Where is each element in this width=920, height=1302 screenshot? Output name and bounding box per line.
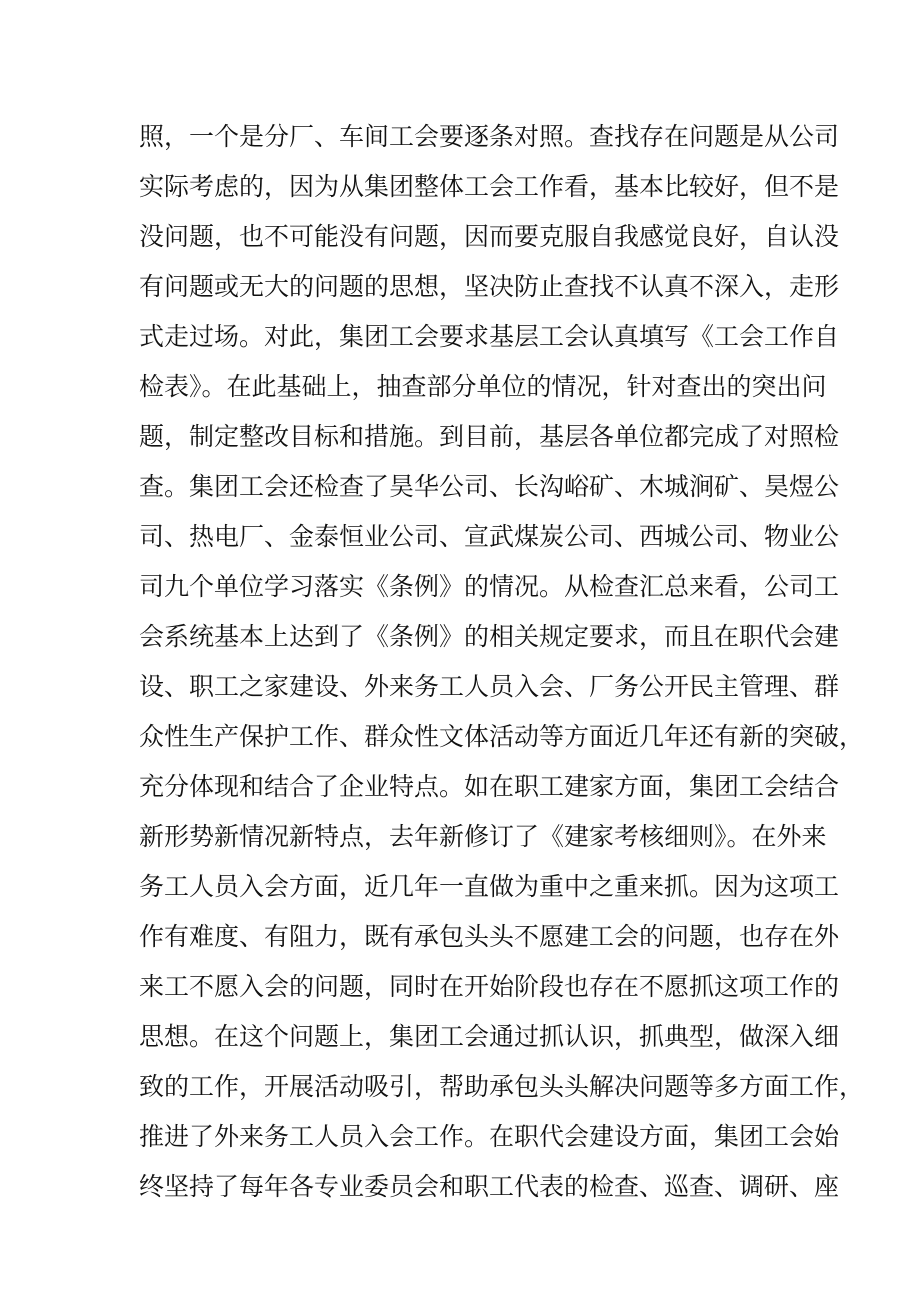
text-line-17: 作有难度、有阻力，既有承包头头不愿建工会的问题，也存在外 [139, 922, 840, 951]
text-line-7: 题，制定整改目标和措施。到目前，基层各单位都完成了对照检 [139, 422, 840, 451]
text-line-2: 实际考虑的，因为从集团整体工会工作看，基本比较好，但不是 [139, 172, 840, 201]
text-line-3: 没问题，也不可能没有问题，因而要克服自我感觉良好，自认没 [139, 222, 840, 251]
text-line-1: 照，一个是分厂、车间工会要逐条对照。查找存在问题是从公司 [139, 122, 840, 151]
text-line-13: 众性生产保护工作、群众性文体活动等方面近几年还有新的突破， [139, 722, 865, 751]
text-line-14: 充分体现和结合了企业特点。如在职工建家方面，集团工会结合 [139, 772, 840, 801]
text-line-4: 有问题或无大的问题的思想，坚决防止查找不认真不深入，走形 [139, 272, 840, 301]
text-line-22: 终坚持了每年各专业委员会和职工代表的检查、巡查、调研、座 [139, 1172, 840, 1201]
text-line-19: 思想。在这个问题上，集团工会通过抓认识，抓典型，做深入细 [139, 1022, 840, 1051]
text-line-11: 会系统基本上达到了《条例》的相关规定要求，而且在职代会建 [139, 622, 840, 651]
text-line-15: 新形势新情况新特点，去年新修订了《建家考核细则》。在外来 [139, 822, 827, 851]
text-line-9: 司、热电厂、金泰恒业公司、宣武煤炭公司、西城公司、物业公 [139, 522, 840, 551]
text-line-10: 司九个单位学习落实《条例》的情况。从检查汇总来看，公司工 [139, 572, 840, 601]
text-line-16: 务工人员入会方面，近几年一直做为重中之重来抓。因为这项工 [139, 872, 840, 901]
text-line-21: 推进了外来务工人员入会工作。在职代会建设方面，集团工会始 [139, 1122, 840, 1151]
text-line-6: 检表》。在此基础上，抽查部分单位的情况，针对查出的突出问 [139, 372, 827, 401]
text-line-18: 来工不愿入会的问题，同时在开始阶段也存在不愿抓这项工作的 [139, 972, 840, 1001]
text-line-8: 查。集团工会还检查了昊华公司、长沟峪矿、木城涧矿、昊煜公 [139, 472, 840, 501]
text-line-20: 致的工作，开展活动吸引，帮助承包头头解决问题等多方面工作， [139, 1072, 865, 1101]
text-line-12: 设、职工之家建设、外来务工人员入会、厂务公开民主管理、群 [139, 672, 840, 701]
text-line-5: 式走过场。对此，集团工会要求基层工会认真填写《工会工作自 [139, 322, 840, 351]
body-text [139, 112, 865, 1212]
